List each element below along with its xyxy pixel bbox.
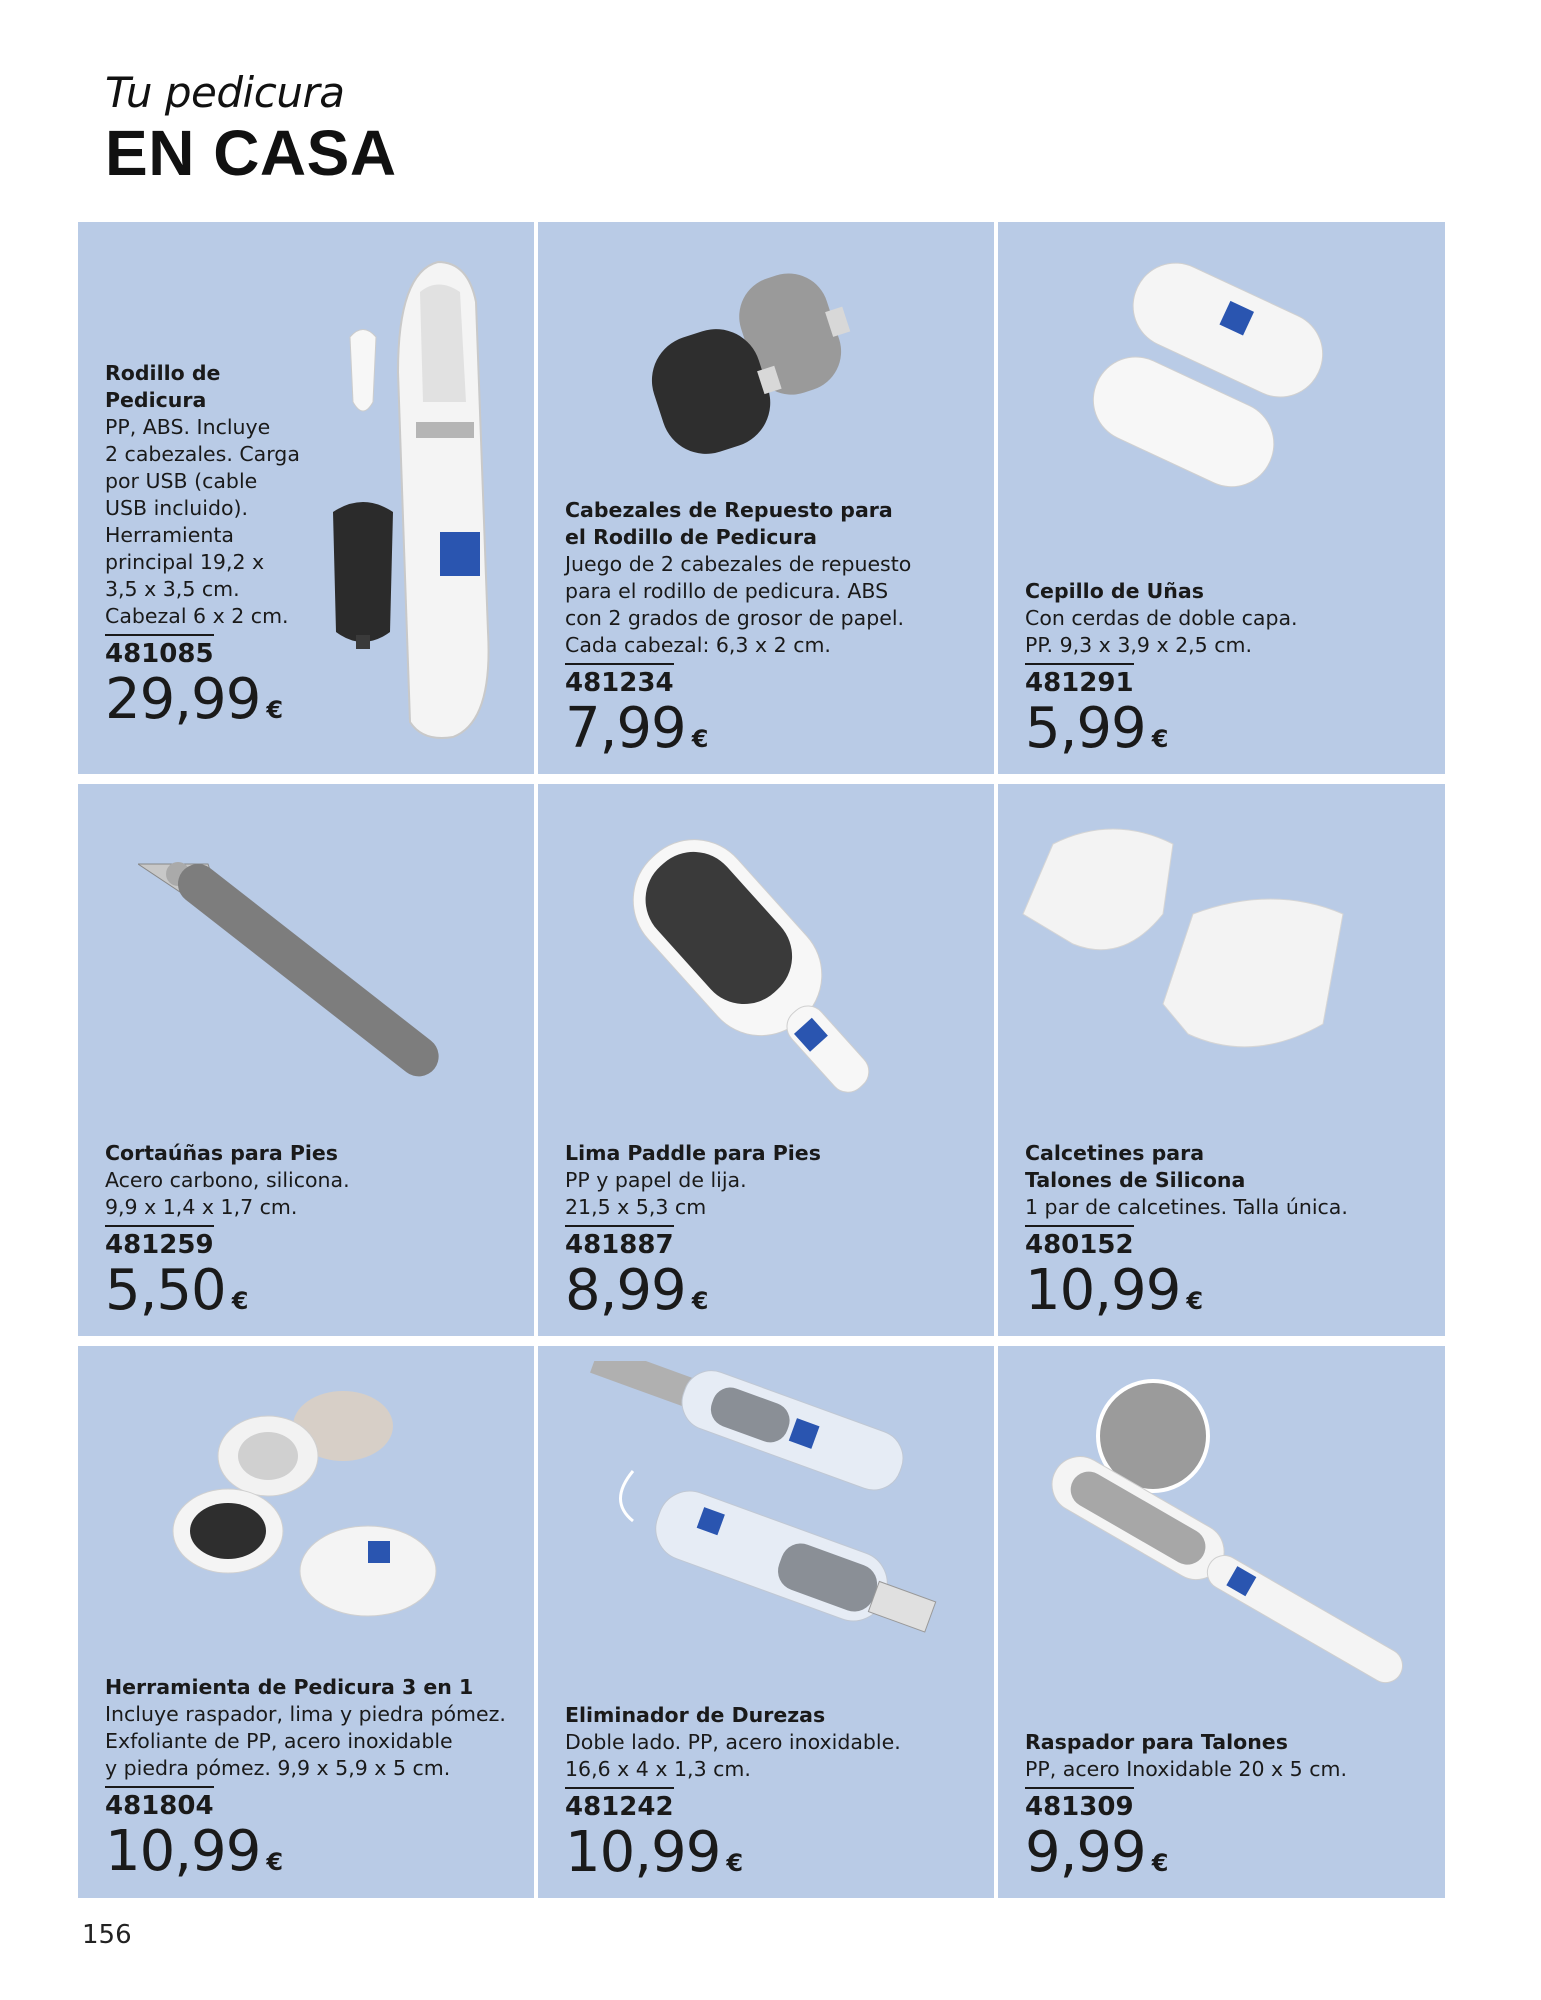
- product-description: Acero carbono, silicona. 9,9 x 1,4 x 1,7 cm.: [105, 1168, 350, 1219]
- roller-refills-image: [638, 262, 878, 462]
- product-code: 480152: [1025, 1225, 1134, 1261]
- page-title: EN CASA: [105, 117, 397, 190]
- product-price: 5,50 €: [105, 1258, 248, 1323]
- product-code: 481234: [565, 663, 674, 699]
- product-card-callus-remover[interactable]: [538, 1346, 994, 1898]
- product-description: PP y papel de lija. 21,5 x 5,3 cm: [565, 1168, 747, 1219]
- page-number: 156: [82, 1920, 132, 1950]
- product-card-pedicure-3in1[interactable]: [78, 1346, 534, 1898]
- product-code: 481804: [105, 1786, 214, 1822]
- product-price: 10,99 €: [1025, 1258, 1203, 1323]
- callus-remover-image: [578, 1361, 978, 1691]
- product-price: 9,99 €: [1025, 1820, 1168, 1885]
- product-card-toenail-clipper[interactable]: [78, 784, 534, 1336]
- product-description: PP, ABS. Incluye 2 cabezales. Carga por USB (cable USB incluido). Herramienta principal 19,2 x 3,5 x 3,5 cm. Cabezal 6 x 2 cm.: [105, 415, 300, 628]
- product-info: Cepillo de Uñas Con cerdas de doble capa. PP. 9,3 x 3,9 x 2,5 cm. 481291 5,99 €: [1025, 578, 1298, 769]
- product-info: Eliminador de Durezas Doble lado. PP, acero inoxidable. 16,6 x 4 x 1,3 cm. 481242 10,99 €: [565, 1702, 901, 1893]
- product-price: 29,99 €: [105, 667, 283, 732]
- product-description: Doble lado. PP, acero inoxidable. 16,6 x 4 x 1,3 cm.: [565, 1730, 901, 1781]
- product-card-foot-file-roller[interactable]: [78, 222, 534, 774]
- page-subtitle: Tu pedicura: [105, 68, 345, 117]
- product-code: 481085: [105, 634, 214, 670]
- product-card-heel-scraper[interactable]: [998, 1346, 1445, 1898]
- paddle-file-image: [598, 804, 918, 1124]
- product-description: Incluye raspador, lima y piedra pómez. Exfoliante de PP, acero inoxidable y piedra pómez. 9,9 x 5,9 x 5 cm.: [105, 1702, 506, 1780]
- product-price: 10,99 €: [105, 1819, 283, 1884]
- product-code: 481259: [105, 1225, 214, 1261]
- product-code: 481291: [1025, 663, 1134, 699]
- product-description: PP, acero Inoxidable 20 x 5 cm.: [1025, 1757, 1347, 1781]
- product-info: Calcetines para Talones de Silicona 1 par de calcetines. Talla única. 480152 10,99 €: [1025, 1140, 1348, 1331]
- product-info: Cortaúñas para Pies Acero carbono, silicona. 9,9 x 1,4 x 1,7 cm. 481259 5,50 €: [105, 1140, 350, 1331]
- product-info: Rodillo de Pedicura PP, ABS. Incluye 2 cabezales. Carga por USB (cable USB incluido). Herramienta principal 19,2 x 3,5 x 3,5 cm. Cabezal 6 x 2 cm. 481085 29,99 €: [105, 360, 300, 740]
- product-card-paddle-file[interactable]: [538, 784, 994, 1336]
- heel-socks-image: [1013, 804, 1413, 1064]
- pedicure-3in1-image: [158, 1356, 478, 1656]
- product-price: 10,99 €: [565, 1820, 743, 1885]
- product-info: Raspador para Talones PP, acero Inoxidable 20 x 5 cm. 481309 9,99 €: [1025, 1729, 1347, 1893]
- product-card-heel-socks[interactable]: [998, 784, 1445, 1336]
- product-info: Cabezales de Repuesto para el Rodillo de Pedicura Juego de 2 cabezales de repuesto para el rodillo de pedicura. ABS con 2 grados de grosor de papel. Cada cabezal: 6,3 x 2 cm. 481234 7,99 €: [565, 497, 911, 769]
- nail-brush-image: [1068, 252, 1368, 502]
- product-description: Con cerdas de doble capa. PP. 9,3 x 3,9 x 2,5 cm.: [1025, 606, 1298, 657]
- foot-file-roller-image: [328, 252, 534, 752]
- product-grid: [78, 222, 1445, 1898]
- page-header: [105, 68, 397, 190]
- product-code: 481887: [565, 1225, 674, 1261]
- product-info: Herramienta de Pedicura 3 en 1 Incluye raspador, lima y piedra pómez. Exfoliante de PP, acero inoxidable y piedra pómez. 9,9 x 5,9 x 5 cm. 481804 10,99 €: [105, 1674, 506, 1892]
- product-info: Lima Paddle para Pies PP y papel de lija. 21,5 x 5,3 cm 481887 8,99 €: [565, 1140, 821, 1331]
- product-price: 8,99 €: [565, 1258, 708, 1323]
- product-description: 1 par de calcetines. Talla única.: [1025, 1195, 1348, 1219]
- product-card-nail-brush[interactable]: [998, 222, 1445, 774]
- product-code: 481309: [1025, 1787, 1134, 1823]
- product-price: 7,99 €: [565, 696, 708, 761]
- product-card-roller-refills[interactable]: [538, 222, 994, 774]
- heel-scraper-image: [1013, 1371, 1433, 1701]
- toenail-clipper-image: [138, 844, 478, 1104]
- product-price: 5,99 €: [1025, 696, 1168, 761]
- product-code: 481242: [565, 1787, 674, 1823]
- product-description: Juego de 2 cabezales de repuesto para el rodillo de pedicura. ABS con 2 grados de grosor de papel. Cada cabezal: 6,3 x 2 cm.: [565, 552, 912, 657]
